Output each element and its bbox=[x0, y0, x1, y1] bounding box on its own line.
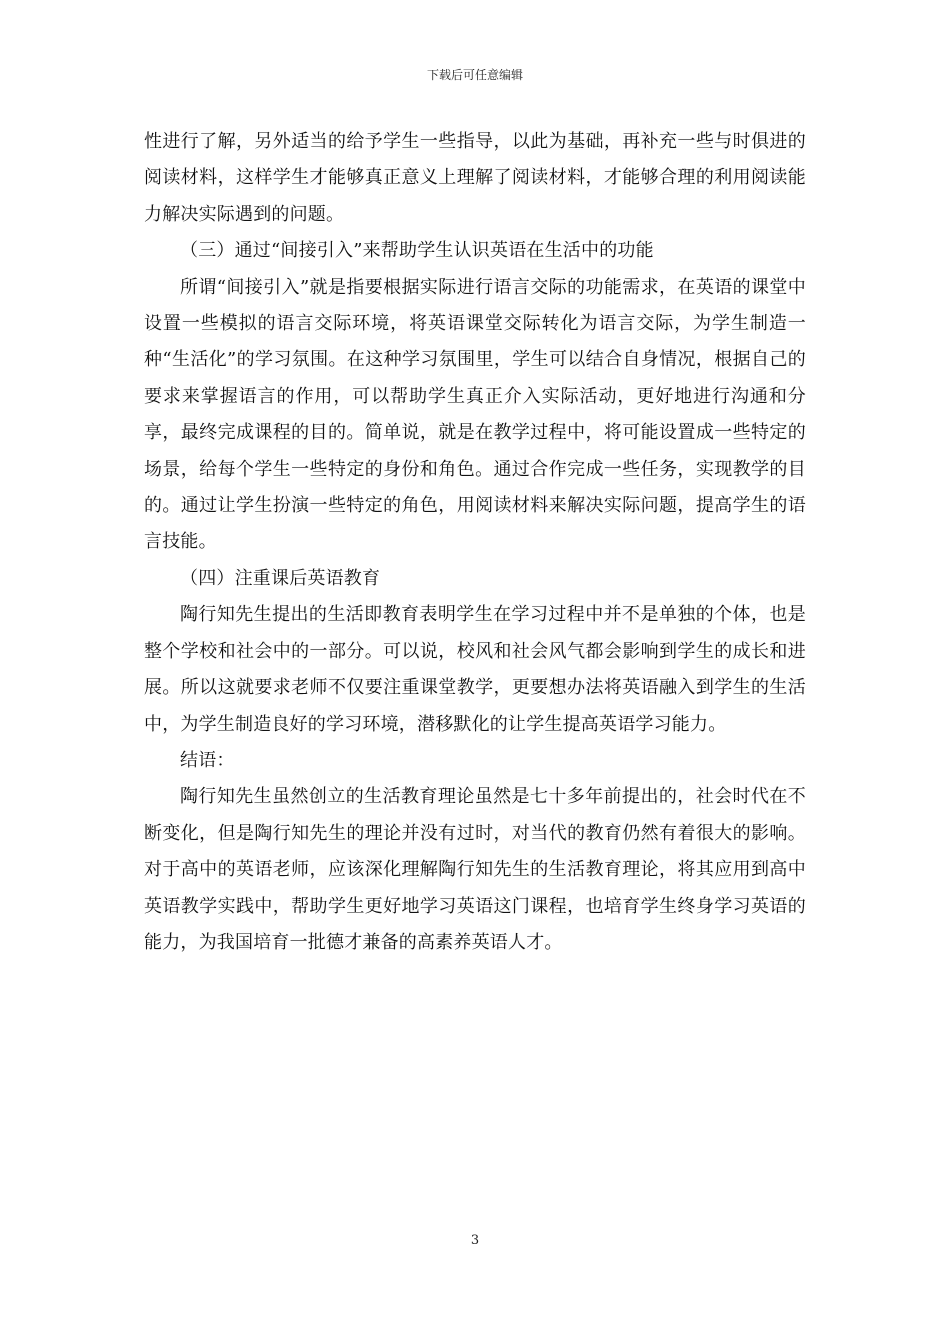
document-body bbox=[144, 124, 806, 961]
paragraph-indirect-introduction: 所谓“间接引入”就是指要根据实际进行语言交际的功能需求，在英语的课堂中设置一些模拟的语言交际环境，将英语课堂交际转化为语言交际，为学生制造一种“生活化”的学习氛围。在这种学习氛围里，学生可以结合自身情况，根据自己的要求来掌握语言的作用，可以帮助学生真正介入实际活动，更好地进行沟通和分享，最终完成课程的目的。简单说，就是在教学过程中，将可能设置成一些特定的场景，给每个学生一些特定的身份和角色。通过合作完成一些任务，实现教学的目的。通过让学生扮演一些特定的角色，用阅读材料来解决实际问题，提高学生的语言技能。 bbox=[144, 276, 806, 553]
paragraph-conclusion: 陶行知先生虽然创立的生活教育理论虽然是七十多年前提出的，社会时代在不断变化，但是陶行知先生的理论并没有过时，对当代的教育仍然有着很大的影响。对于高中的英语老师，应该深化理解陶行知先生的生活教育理论，将其应用到高中英语教学实践中，帮助学生更好地学习英语这门课程，也培育学生终身学习英语的能力，为我国培育一批德才兼备的高素养英语人才。 bbox=[144, 786, 806, 953]
paragraph-after-class-education: 陶行知先生提出的生活即教育表明学生在学习过程中并不是单独的个体，也是整个学校和社会中的一部分。可以说，校风和社会风气都会影响到学生的成长和进展。所以这就要求老师不仅要注重课堂教学，更要想办法将英语融入到学生的生活中，为学生制造良好的学习环境，潜移默化的让学生提高英语学习能力。 bbox=[144, 604, 806, 735]
conclusion-heading: 结语： bbox=[180, 749, 235, 771]
page-header: 下载后可任意编辑 bbox=[426, 68, 523, 82]
section-heading-3: （三）通过“间接引入”来帮助学生认识英语在生活中的功能 bbox=[180, 240, 654, 262]
section-heading-4: （四）注重课后英语教育 bbox=[180, 567, 381, 589]
paragraph-reading-continuation: 性进行了解，另外适当的给予学生一些指导，以此为基础，再补充一些与时俱进的阅读材料，这样学生才能够真正意义上理解了阅读材料，才能够合理的利用阅读能力解决实际遇到的问题。 bbox=[144, 131, 806, 225]
page-number: 3 bbox=[470, 1233, 480, 1248]
